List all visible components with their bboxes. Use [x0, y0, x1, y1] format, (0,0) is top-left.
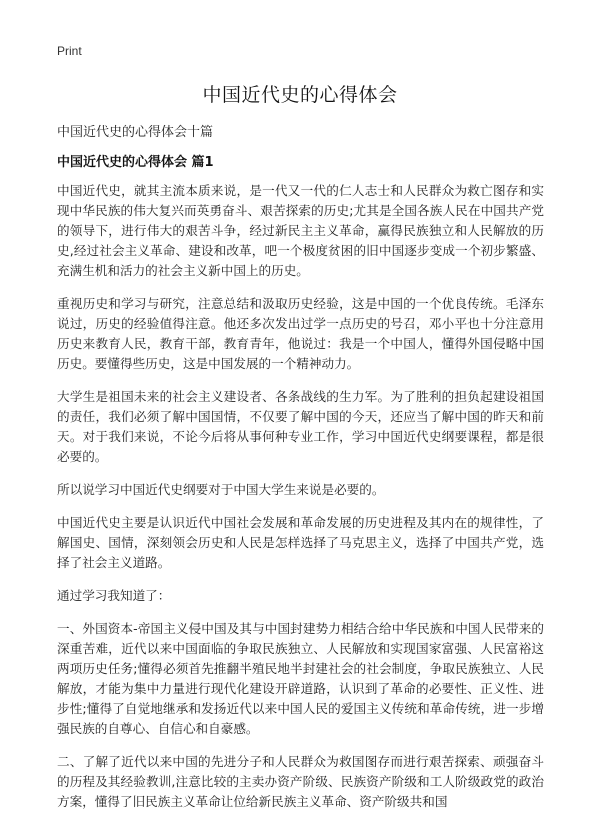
paragraph: 所以说学习中国近代史纲要对于中国大学生来说是必要的。 — [57, 482, 385, 497]
print-link[interactable]: Print — [57, 44, 82, 58]
paragraph: 一、外国资本-帝国主义侵中国及其与中国封建势力相结合给中华民族和中国人民带来的深重苦难，近代以来中国面临的争取民族独立、人民解放和实现国家富强、人民富裕这两项历史任务;懂得必须首先推翻半殖民地半封建社会的社会制度，争取民族独立、人民解放，才能为集中力量进行现代化建设开辟道路，认识到了革命的必要性、正义性、进步性;懂得了自觉地继承和发扬近代以来中国人民的爱国主义传统和革命传统，进一步增强民族的自尊心、自信心和自豪感。 — [57, 621, 544, 736]
article-body — [57, 181, 544, 825]
paragraph: 中国近代史主要是认识近代中国社会发展和革命发展的历史进程及其内在的规律性，了解国史、国情，深刻领会历史和人民是怎样选择了马克思主义，选择了中国共产党，选择了社会主义道路。 — [57, 515, 544, 570]
paragraph: 中国近代史，就其主流本质来说，是一代又一代的仁人志士和人民群众为救亡图存和实现中华民族的伟大复兴而英勇奋斗、艰苦探索的历史;尤其是全国各族人民在中国共产党的领导下，进行伟大的艰苦斗争，经过新民主主义革命，赢得民族独立和人民解放的历史,经过社会主义革命、建设和改革，吧一个极度贫困的旧中国逐步变成一个初步繁盛、充满生机和活力的社会主义新中国上的历史。 — [57, 183, 544, 278]
paragraph: 通过学习我知道了： — [57, 588, 171, 603]
paragraph: 重视历史和学习与研究，注意总结和汲取历史经验，这是中国的一个优良传统。毛泽东说过，历史的经验值得注意。他还多次发出过学一点历史的号召，邓小平也十分注意用历史来教育人民，教育干部，教育青年，他说过：我是一个中国人，懂得外国侵略中国历史。要懂得些历史，这是中国发展的一个精神动力。 — [57, 296, 544, 371]
paragraph: 大学生是祖国未来的社会主义建设者、各条战线的生力军。为了胜利的担负起建设祖国的责任，我们必须了解中国国情，不仅要了解中国的今天，还应当了解中国的昨天和前天。对于我们来说，不论今后将从事何种专业工作，学习中国近代史纲要课程，都是很必要的。 — [57, 389, 544, 464]
subtitle: 中国近代史的心得体会十篇 — [57, 125, 214, 140]
paragraph: 二、了解了近代以来中国的先进分子和人民群众为救国图存而进行艰苦探索、顽强奋斗的历程及其经验教训,注意比较的主卖办资产阶级、民族资产阶级和工人阶级政党的政治方案，懂得了旧民族主义革命让位给新民族主义革命、资产阶级共和国 — [57, 754, 544, 809]
page-title: 中国近代史的心得体会 — [202, 84, 398, 106]
section-heading: 中国近代史的心得体会 篇1 — [57, 155, 214, 170]
